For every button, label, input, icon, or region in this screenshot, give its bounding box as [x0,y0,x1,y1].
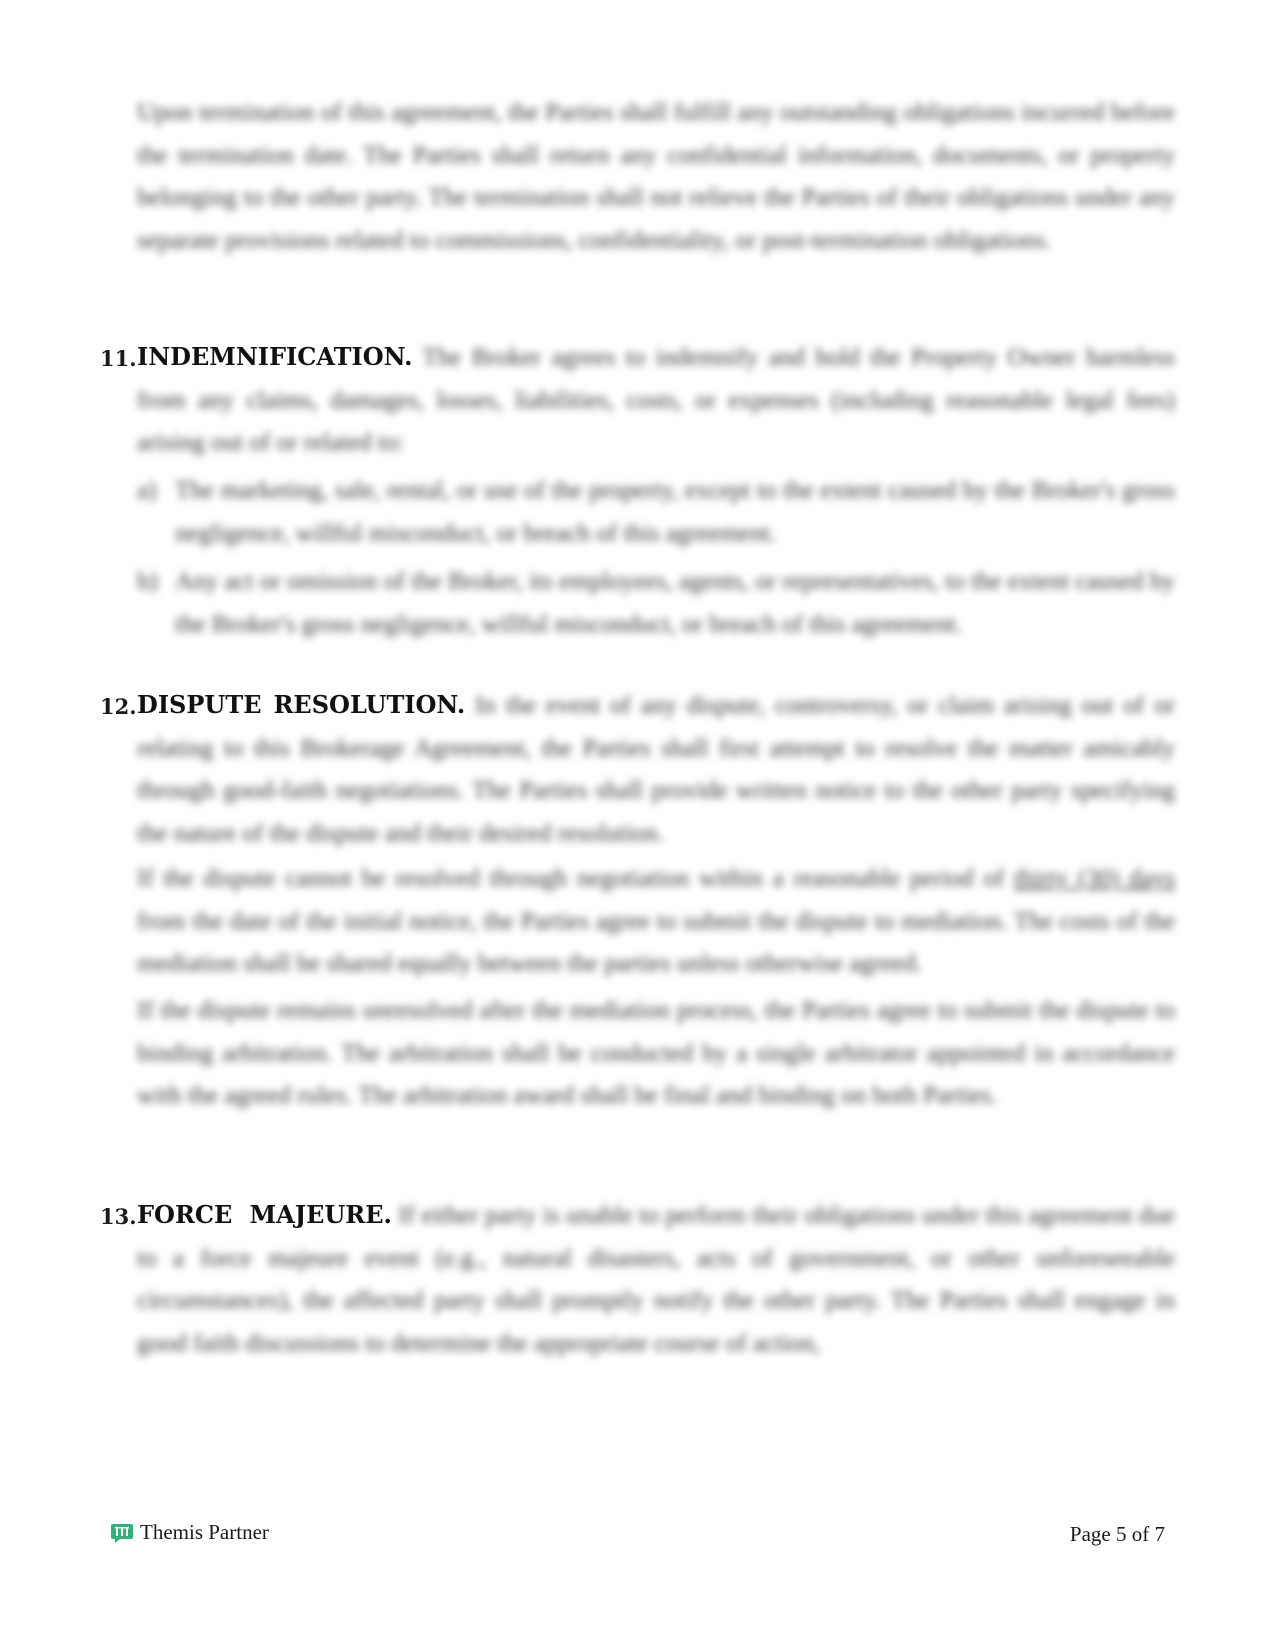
list-item-a [137,470,1175,555]
paragraph-text: Upon termination of this agreement, the Parties shall fulfill any outstanding obligations incurred before the termination date. The Parties shall return any confidential information, documents, or property belonging to the other party. The termination shall not relieve the Parties of their obligations under any separate provisions related to commissions, confidentiality, or post-termination obligations. [137,99,1175,254]
section-number-11: 11. [100,346,137,371]
list-item-text: Any act or omission of the Broker, its employees, agents, or representatives, to the extent caused by the Broker's gross negligence, willful misconduct, or breach of this agreement. [175,568,1175,638]
paragraph-text: If the dispute remains unresolved after the mediation process, the Parties agree to submit the dispute to binding arbitration. The arbitration shall be conducted by a single arbitrator appointed in accordance with the agreed rules. The arbitration award shall be final and binding on both Parties. [137,997,1175,1109]
paragraph-termination-effects [137,92,1175,262]
paragraph-arbitration [137,990,1175,1118]
list-item-text: The marketing, sale, rental, or use of the property, except to the extent caused by the Broker's gross negligence, willful misconduct, or breach of this agreement. [175,477,1175,547]
page-footer [110,1520,1165,1554]
section-heading-force-majeure: FORCE MAJEURE. [137,1200,392,1229]
section-intro-force-majeure: If either party is unable to perform their obligations under this agreement due to a force majeure event (e.g., natural disasters, acts of government, or other unforeseeable circumstances), the affected party shall promptly notify the other party. The Parties shall engage in good faith discussions to determine the appropriate course of action, [137,1202,1176,1357]
section-intro-dispute-resolution: In the event of any dispute, controversy, or claim arising out of or relating to this Brokerage Agreement, the Parties shall first attempt to resolve the matter amicably through good-faith negotiations. The Parties shall provide written notice to the other party specifying the nature of the dispute and their desired resolution. [137,692,1176,847]
section-intro-indemnification: The Broker agrees to indemnify and hold the Property Owner harmless from any claims, damages, losses, liabilities, costs, or expenses (including reasonable legal fees) arising out of or related to: [137,344,1175,456]
brand-name: Themis Partner [140,1520,269,1544]
themis-logo-icon [110,1522,134,1544]
section-heading-dispute-resolution: DISPUTE RESOLUTION. [137,690,466,719]
section-indemnification [137,336,1175,465]
section-number-13: 13. [100,1204,137,1229]
underlined-term: thirty (30) days [1014,865,1175,892]
paragraph-mediation [137,858,1175,986]
section-heading-indemnification: INDEMNIFICATION. [137,342,413,371]
section-force-majeure [137,1194,1175,1365]
list-item-b [137,561,1175,646]
brand [110,1520,269,1545]
paragraph-text-end: from the date of the initial notice, the Parties agree to submit the dispute to mediation. The costs of the mediation shall be shared equally between the parties unless otherwise agreed. [137,907,1175,977]
list-marker: a) [137,477,157,504]
section-number-12: 12. [100,694,137,719]
list-marker: b) [137,568,158,595]
paragraph-text-start: If the dispute cannot be resolved through negotiation within a reasonable period of [137,865,1014,892]
section-dispute-resolution [137,684,1175,855]
page-number: Page 5 of 7 [1069,1522,1165,1546]
paragraph-text [137,858,1175,986]
